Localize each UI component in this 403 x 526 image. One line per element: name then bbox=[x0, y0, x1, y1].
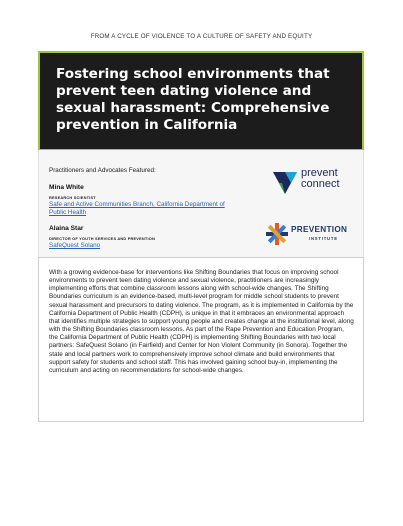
summary-box bbox=[38, 257, 364, 422]
document-kicker: FROM A CYCLE OF VIOLENCE TO A CULTURE OF SAFETY AND EQUITY bbox=[90, 33, 313, 40]
person-role: RESEARCH SCIENTIST bbox=[49, 195, 96, 200]
logo-line: PREVENTION bbox=[291, 225, 348, 234]
person-org-link[interactable]: SafeQuest Solano bbox=[49, 242, 101, 249]
featured-section bbox=[38, 150, 364, 257]
person-name: Mina White bbox=[49, 184, 84, 191]
logo-line: INSTITUTE bbox=[309, 236, 338, 241]
person-name: Alaina Star bbox=[49, 225, 84, 232]
prevent-connect-mark-icon bbox=[271, 168, 299, 196]
summary-text: With a growing evidence-base for interventions like Shifting Boundaries that focus on improving school environments to prevent teen dating violence and sexual violence, practitioners are increasingly implementing efforts that combine classroom lessons along with school-wide changes. The Shifting Boundaries curriculum is an evidence-based, multi-level program for middle school students to prevent sexual harassment and precursors to dating violence. The program, as it is implemented in California by the California Department of Public Health (CDPH), is unique in that it embraces an environmental approach that identifies multiple strategies to support young people and creates change at the institutional level, along with the Shifting Boundaries classroom lessons. As part of the Rape Prevention and Education Program, the California Department of Public Health (CDPH) is implementing Shifting Boundaries with two local partners: SafeQuest Solano (in Fairfield) and Center for Non Violent Community (in Sonora). Together the state and local partners work to comprehensively improve school climate and build environments that support safety for students and school staff. This has involved gaining school buy-in, implementing the curriculum and acting on recommendations for school-wide changes. bbox=[49, 269, 354, 374]
document-title: Fostering school environments that prevent teen dating violence and sexual harassment: Comprehensive prevention in California bbox=[56, 66, 330, 133]
logo-line: prevent bbox=[301, 167, 338, 179]
prevention-institute-mark-icon bbox=[265, 222, 289, 246]
person-role: DIRECTOR OF YOUTH SERVICES AND PREVENTION bbox=[49, 236, 155, 241]
prevention-institute-logo bbox=[265, 222, 355, 248]
logo-line: connect bbox=[301, 178, 340, 190]
featured-heading: Practitioners and Advocates Featured: bbox=[49, 167, 156, 174]
person-org-link[interactable]: Safe and Active Communities Branch, California Department of Public Health bbox=[49, 201, 225, 217]
prevent-connect-logo bbox=[271, 168, 353, 200]
title-banner bbox=[38, 51, 364, 151]
